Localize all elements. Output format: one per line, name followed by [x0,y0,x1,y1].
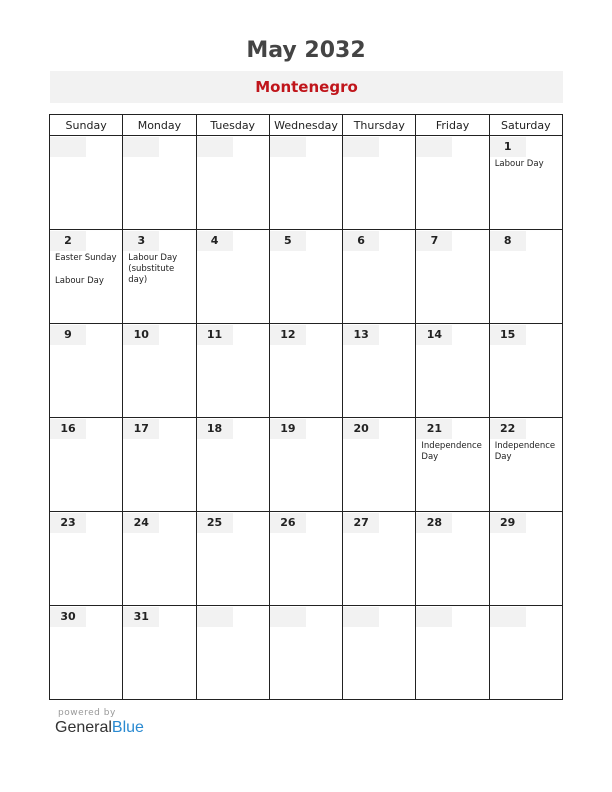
holiday-label: Independence Day [494,441,556,462]
day-cell [343,418,416,512]
day-cell [269,606,342,700]
day-cell [50,136,123,230]
weekday-thursday: Thursday [343,115,416,136]
day-number: 24 [123,513,159,533]
page-title: May 2032 [246,38,366,63]
day-cell [50,418,123,512]
weekday-sunday: Sunday [50,115,123,136]
week-row [50,606,563,700]
day-number: 9 [50,325,86,345]
weekday-header-row [50,115,563,136]
country-banner [50,71,563,103]
day-cell [416,418,489,512]
day-number [197,137,233,157]
day-number: 3 [123,231,159,251]
week-row [50,512,563,606]
day-cell [416,324,489,418]
week-row [50,230,563,324]
day-number: 10 [123,325,159,345]
day-number: 29 [490,513,526,533]
holiday-label: Labour Day [494,159,544,169]
day-cell [269,418,342,512]
day-number: 11 [197,325,233,345]
day-number [50,137,86,157]
day-number: 2 [50,231,86,251]
country-name: Montenegro [255,78,358,96]
brand-logo [55,719,144,737]
day-cell [489,512,562,606]
day-number: 4 [197,231,233,251]
weekday-wednesday: Wednesday [269,115,342,136]
day-number: 14 [416,325,452,345]
day-number: 20 [343,419,379,439]
day-number: 30 [50,607,86,627]
week-row [50,418,563,512]
day-cell [123,136,196,230]
day-cell [269,230,342,324]
day-number: 1 [490,137,526,157]
day-cell [489,418,562,512]
calendar-grid [49,114,563,700]
day-number: 5 [270,231,306,251]
week-row [50,136,563,230]
day-number: 17 [123,419,159,439]
day-cell [50,230,123,324]
day-cell [343,324,416,418]
day-number [270,137,306,157]
day-number [343,607,379,627]
day-cell [269,324,342,418]
day-number: 26 [270,513,306,533]
brand-blue: Blue [111,719,144,736]
day-number: 7 [416,231,452,251]
day-cell [343,230,416,324]
day-number: 25 [197,513,233,533]
day-cell [416,136,489,230]
day-cell [489,230,562,324]
day-cell [196,512,269,606]
day-cell [50,324,123,418]
brand-general: General [55,719,112,736]
holiday-label: Easter Sunday [55,253,117,263]
day-number: 21 [416,419,452,439]
weekday-tuesday: Tuesday [196,115,269,136]
day-cell [269,512,342,606]
day-cell [489,136,562,230]
day-number: 19 [270,419,306,439]
holiday-label: Independence Day [421,441,482,462]
day-cell [489,324,562,418]
day-number: 13 [343,325,379,345]
day-number: 27 [343,513,379,533]
day-cell [196,230,269,324]
day-cell [50,606,123,700]
day-number: 28 [416,513,452,533]
day-number: 31 [123,607,159,627]
day-cell [196,418,269,512]
weekday-saturday: Saturday [489,115,562,136]
day-cell [50,512,123,606]
day-cell [123,230,196,324]
weekday-friday: Friday [416,115,489,136]
day-number [416,137,452,157]
day-number: 18 [197,419,233,439]
day-number: 16 [50,419,86,439]
day-cell [123,512,196,606]
powered-by-label: powered by [58,708,116,718]
day-cell [269,136,342,230]
day-number [343,137,379,157]
day-cell [123,324,196,418]
day-cell [196,136,269,230]
day-number: 6 [343,231,379,251]
day-cell [416,606,489,700]
day-number: 22 [490,419,526,439]
day-number [270,607,306,627]
day-cell [416,512,489,606]
day-cell [123,606,196,700]
holiday-label: Labour Day (substitute day) [128,253,178,285]
day-number: 12 [270,325,306,345]
day-number [416,607,452,627]
day-cell [343,606,416,700]
day-number [197,607,233,627]
day-cell [343,512,416,606]
day-cell [416,230,489,324]
holiday-label: Labour Day [55,276,104,286]
day-number [123,137,159,157]
week-row [50,324,563,418]
day-number: 23 [50,513,86,533]
day-cell [196,606,269,700]
day-number: 15 [490,325,526,345]
weekday-monday: Monday [123,115,196,136]
day-cell [489,606,562,700]
day-cell [343,136,416,230]
day-cell [123,418,196,512]
footer-branding [55,708,144,737]
day-number: 8 [490,231,526,251]
day-cell [196,324,269,418]
day-number [490,607,526,627]
